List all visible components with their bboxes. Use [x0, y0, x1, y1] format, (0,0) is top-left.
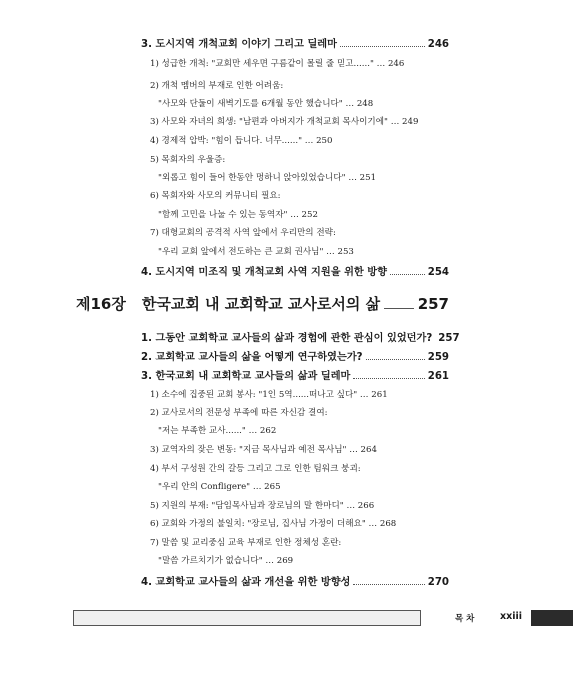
toc-section-b2[interactable]	[141, 348, 449, 363]
footer-bar	[73, 610, 421, 626]
toc-entry-title: 1. 그동안 교회학교 교사들의 삶과 경험에 관한 관심이 있었던가?	[141, 333, 433, 344]
dot-leader	[353, 584, 424, 585]
chapter-number: 제16장	[76, 295, 126, 313]
dot-leader	[384, 308, 414, 309]
toc-entry-title: 4. 교회학교 교사들의 삶과 개선을 위한 방향성	[141, 577, 351, 588]
toc-page-number: 259	[427, 352, 449, 363]
toc-entry-title: 3. 도시지역 개척교회 이야기 그리고 딜레마	[141, 39, 337, 50]
toc-subitem[interactable]: 5) 목회자의 우울증:	[150, 155, 226, 165]
toc-page-number: 270	[427, 577, 449, 588]
toc-subitem-quote[interactable]: "함께 고민을 나눌 수 있는 동역자" … 252	[158, 210, 318, 220]
chapter-title: 한국교회 내 교회학교 교사로서의 삶	[141, 295, 381, 313]
dot-leader	[366, 359, 425, 360]
toc-section-a3[interactable]	[141, 35, 449, 50]
dot-leader	[390, 274, 425, 275]
footer-tab	[531, 610, 573, 626]
toc-subitem-quote[interactable]: "외롭고 힘이 들어 한동안 멍하니 앉아있었습니다" … 251	[158, 173, 377, 183]
dot-leader	[353, 378, 424, 379]
toc-entry-title: 3. 한국교회 내 교회학교 교사들의 삶과 딜레마	[141, 371, 351, 382]
toc-subitem[interactable]: 5) 지원의 부재: "담임목사님과 장로님의 말 한마디" … 266	[150, 501, 375, 511]
toc-section-b1[interactable]	[141, 329, 460, 344]
toc-subitem[interactable]: 3) 사모와 자녀의 희생: "남편과 아버지가 개척교회 목사이기에" … 249	[150, 117, 419, 127]
toc-subitem[interactable]: 4) 부서 구성원 간의 갈등 그리고 그로 인한 팀워크 붕괴:	[150, 464, 361, 474]
toc-page-number: 257	[438, 333, 460, 344]
page-footer	[73, 610, 523, 626]
toc-subitem[interactable]: 1) 소수에 집중된 교회 봉사: "1인 5역......떠나고 싶다" … 261	[150, 390, 388, 400]
toc-subitem[interactable]: 4) 경제적 압박: "힘이 듭니다. 너무......" … 250	[150, 136, 333, 146]
toc-subitem[interactable]: 7) 말씀 및 교리중심 교육 부재로 인한 정체성 혼란:	[150, 538, 342, 548]
dot-leader	[340, 46, 425, 47]
toc-subitem[interactable]: 3) 교역자의 잦은 변동: "지금 목사님과 예전 목사님" … 264	[150, 445, 377, 455]
toc-subitem-quote[interactable]: "사모와 단둘이 새벽기도를 6개월 동안 했습니다" … 248	[158, 99, 374, 109]
toc-section-a4[interactable]	[141, 263, 449, 278]
toc-page-number: 246	[427, 39, 449, 50]
toc-page-number: 254	[427, 267, 449, 278]
toc-section-b3[interactable]	[141, 367, 449, 382]
chapter-page-number: 257	[417, 295, 449, 313]
toc-entry-title: 2. 교회학교 교사들의 삶을 어떻게 연구하였는가?	[141, 352, 363, 363]
toc-subitem[interactable]: 6) 교회와 가정의 불일치: "장로님, 집사님 가정이 더해요" … 268	[150, 519, 397, 529]
chapter-heading[interactable]	[76, 293, 449, 314]
footer-label: 목 차	[455, 614, 475, 624]
toc-entry-title: 4. 도시지역 미조직 및 개척교회 사역 지원을 위한 방향	[141, 267, 387, 278]
toc-subitem[interactable]: 1) 성급한 개척: "교회만 세우면 구름같이 몰릴 줄 믿고......" … 246	[150, 59, 405, 69]
toc-subitem[interactable]: 7) 대형교회의 공격적 사역 앞에서 우리만의 전략:	[150, 228, 336, 238]
toc-subitem-quote[interactable]: "저는 부족한 교사......" … 262	[158, 426, 277, 436]
toc-subitem[interactable]: 2) 교사로서의 전문성 부족에 따른 자신감 결여:	[150, 408, 328, 418]
toc-subitem[interactable]: 2) 개척 멤버의 부재로 인한 어려움:	[150, 81, 284, 91]
toc-subitem-quote[interactable]: "말씀 가르치기가 없습니다" … 269	[158, 556, 294, 566]
toc-subitem-quote[interactable]: "우리 안의 Confligere" … 265	[158, 482, 281, 492]
toc-subitem-quote[interactable]: "우리 교회 앞에서 전도하는 큰 교회 권사님" … 253	[158, 247, 354, 257]
toc-section-b4[interactable]	[141, 573, 449, 588]
footer-page-number: xxiii	[500, 611, 523, 622]
toc-subitem[interactable]: 6) 목회자와 사모의 커뮤니티 필요:	[150, 191, 281, 201]
toc-page-number: 261	[427, 371, 449, 382]
